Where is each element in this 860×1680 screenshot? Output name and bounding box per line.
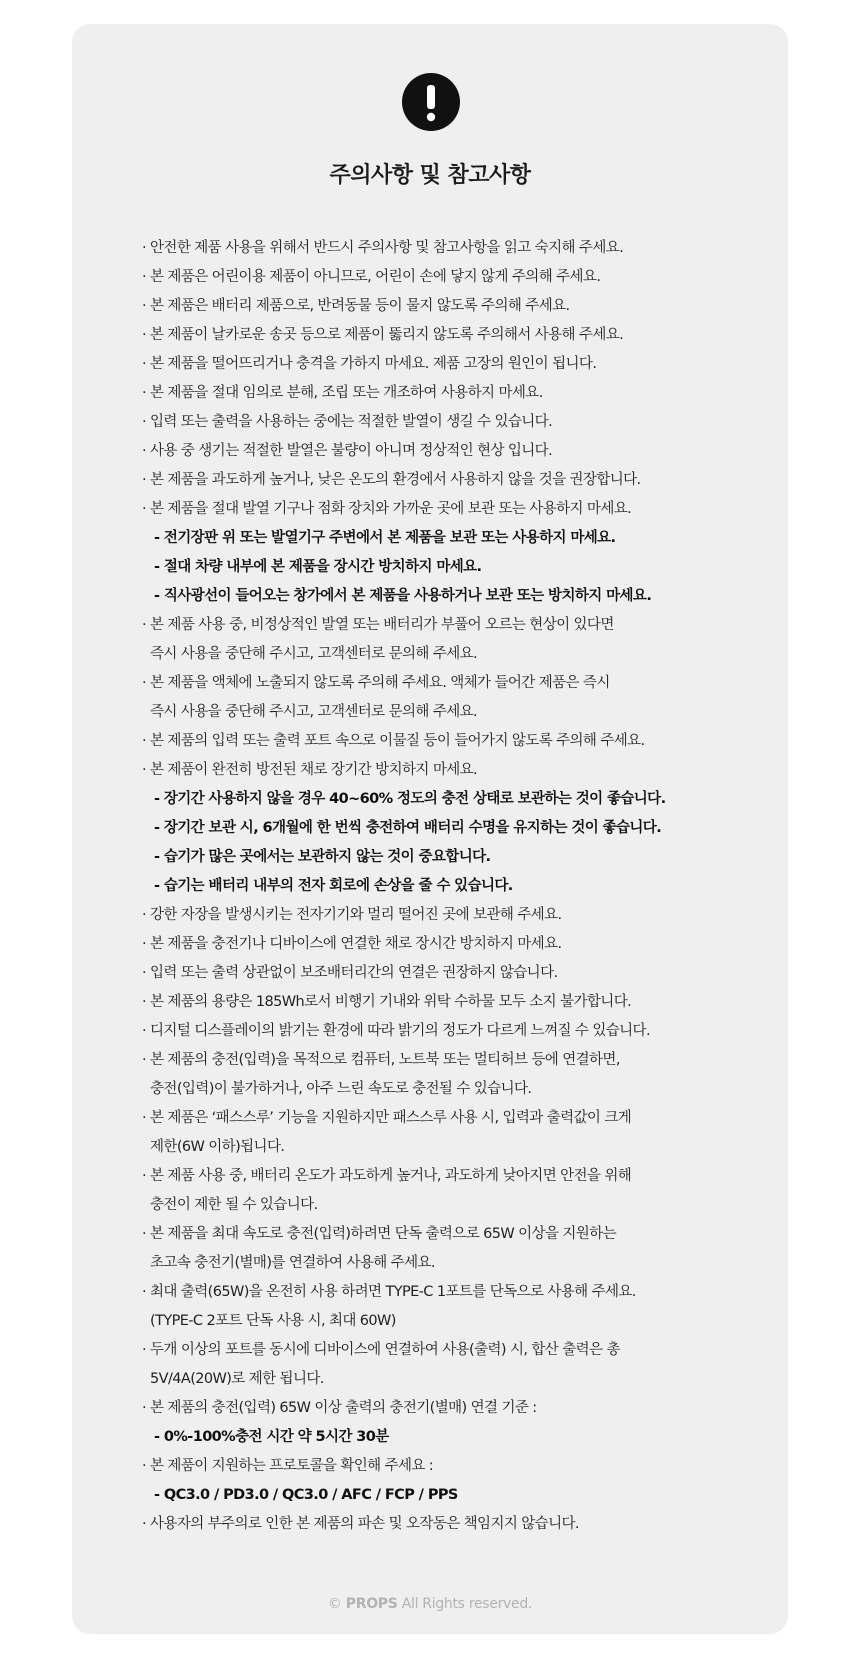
sub-note-line: - 습기가 많은 곳에서는 보관하지 않는 것이 중요합니다.: [154, 849, 491, 865]
note-item: · 입력 또는 출력 상관없이 보조배터리간의 연결은 권장하지 않습니다.: [142, 965, 558, 981]
note-item: · 본 제품을 최대 속도로 충전(입력)하려면 단독 출력으로 65W 이상을 지원하는: [142, 1226, 617, 1242]
copyright-footer: [72, 1596, 788, 1612]
sub-note-line: - 장기간 보관 시, 6개월에 한 번씩 충전하여 배터리 수명을 유지하는 것이 좋습니다.: [154, 820, 662, 836]
note-item: · 본 제품은 ‘패스스루’ 기능을 지원하지만 패스스루 사용 시, 입력과 출력값이 크게: [142, 1110, 632, 1126]
notice-card: [72, 24, 788, 1634]
note-continuation: 충전(입력)이 불가하거나, 아주 느린 속도로 충전될 수 있습니다.: [142, 1081, 532, 1097]
note-continuation: 제한(6W 이하)됩니다.: [142, 1139, 285, 1155]
note-item: · 안전한 제품 사용을 위해서 반드시 주의사항 및 참고사항을 읽고 숙지해 주세요.: [142, 240, 624, 256]
note-item: · 강한 자장을 발생시키는 전자기기와 멀리 떨어진 곳에 보관해 주세요.: [142, 907, 562, 923]
note-item: · 입력 또는 출력을 사용하는 중에는 적절한 발열이 생길 수 있습니다.: [142, 414, 553, 430]
brand-name: PROPS: [345, 1596, 398, 1612]
sub-note-line: - 절대 차량 내부에 본 제품을 장시간 방치하지 마세요.: [154, 559, 482, 575]
note-continuation: 충전이 제한 될 수 있습니다.: [142, 1197, 318, 1213]
note-item: · 본 제품이 완전히 방전된 채로 장기간 방치하지 마세요.: [142, 762, 478, 778]
note-item: · 디지털 디스플레이의 밝기는 환경에 따라 밝기의 정도가 다르게 느껴질 수 있습니다.: [142, 1023, 650, 1039]
note-continuation: 초고속 충전기(별매)를 연결하여 사용해 주세요.: [142, 1255, 435, 1271]
note-item: · 최대 출력(65W)을 온전히 사용 하려면 TYPE-C 1포트를 단독으로 사용해 주세요.: [142, 1284, 636, 1300]
note-item: · 본 제품을 액체에 노출되지 않도록 주의해 주세요. 액체가 들어간 제품은 즉시: [142, 675, 610, 691]
sub-note-line: - QC3.0 / PD3.0 / QC3.0 / AFC / FCP / PPS: [154, 1487, 458, 1503]
sub-note-line: - 전기장판 위 또는 발열기구 주변에서 본 제품을 보관 또는 사용하지 마세요.: [154, 530, 616, 546]
notice-list: [142, 234, 762, 1539]
note-item: · 본 제품의 입력 또는 출력 포트 속으로 이물질 등이 들어가지 않도록 주의해 주세요.: [142, 733, 645, 749]
note-item: · 본 제품이 지원하는 프로토콜을 확인해 주세요 :: [142, 1458, 434, 1474]
note-item: · 본 제품의 충전(입력)을 목적으로 컴퓨터, 노트북 또는 멀티허브 등에 연결하면,: [142, 1052, 620, 1068]
sub-note-line: - 0%-100%충전 시간 약 5시간 30분: [154, 1429, 389, 1445]
note-item: · 본 제품을 절대 발열 기구나 점화 장치와 가까운 곳에 보관 또는 사용하지 마세요.: [142, 501, 632, 517]
copyright-symbol: ©: [327, 1596, 342, 1612]
note-continuation: 즉시 사용을 중단해 주시고, 고객센터로 문의해 주세요.: [142, 646, 478, 662]
note-item: · 본 제품을 절대 임의로 분해, 조립 또는 개조하여 사용하지 마세요.: [142, 385, 543, 401]
note-item: · 본 제품을 과도하게 높거나, 낮은 온도의 환경에서 사용하지 않을 것을 권장합니다.: [142, 472, 641, 488]
note-continuation: 즉시 사용을 중단해 주시고, 고객센터로 문의해 주세요.: [142, 704, 478, 720]
sub-note-line: - 장기간 사용하지 않을 경우 40~60% 정도의 충전 상태로 보관하는 것이 좋습니다.: [154, 791, 666, 807]
note-item: · 본 제품은 배터리 제품으로, 반려동물 등이 물지 않도록 주의해 주세요.: [142, 298, 570, 314]
note-item: · 본 제품은 어린이용 제품이 아니므로, 어린이 손에 닿지 않게 주의해 주세요.: [142, 269, 601, 285]
note-item: · 본 제품의 충전(입력) 65W 이상 출력의 충전기(별매) 연결 기준 :: [142, 1400, 537, 1416]
note-item: · 본 제품 사용 중, 배터리 온도가 과도하게 높거나, 과도하게 낮아지면 안전을 위해: [142, 1168, 632, 1184]
note-item: · 두개 이상의 포트를 동시에 디바이스에 연결하여 사용(출력) 시, 합산 출력은 총: [142, 1342, 620, 1358]
note-item: · 본 제품의 용량은 185Wh로서 비행기 기내와 위탁 수하물 모두 소지 불가합니다.: [142, 994, 632, 1010]
note-item: · 사용 중 생기는 적절한 발열은 불량이 아니며 정상적인 현상 입니다.: [142, 443, 553, 459]
exclamation-icon: [401, 72, 461, 132]
note-item: · 본 제품을 충전기나 디바이스에 연결한 채로 장시간 방치하지 마세요.: [142, 936, 562, 952]
page-title: 주의사항 및 참고사항: [329, 163, 531, 188]
note-continuation: (TYPE-C 2포트 단독 사용 시, 최대 60W): [142, 1313, 396, 1329]
note-item: · 본 제품을 떨어뜨리거나 충격을 가하지 마세요. 제품 고장의 원인이 됩니다.: [142, 356, 597, 372]
note-item: · 사용자의 부주의로 인한 본 제품의 파손 및 오작동은 책임지지 않습니다.: [142, 1516, 579, 1532]
sub-note-line: - 습기는 배터리 내부의 전자 회로에 손상을 줄 수 있습니다.: [154, 878, 513, 894]
rights-text: All Rights reserved.: [401, 1596, 533, 1612]
note-item: · 본 제품이 날카로운 송곳 등으로 제품이 뚫리지 않도록 주의해서 사용해 주세요.: [142, 327, 624, 343]
note-item: · 본 제품 사용 중, 비정상적인 발열 또는 배터리가 부풀어 오르는 현상이 있다면: [142, 617, 614, 633]
note-continuation: 5V/4A(20W)로 제한 됩니다.: [142, 1371, 324, 1387]
sub-note-line: - 직사광선이 들어오는 창가에서 본 제품을 사용하거나 보관 또는 방치하지 마세요.: [154, 588, 652, 604]
